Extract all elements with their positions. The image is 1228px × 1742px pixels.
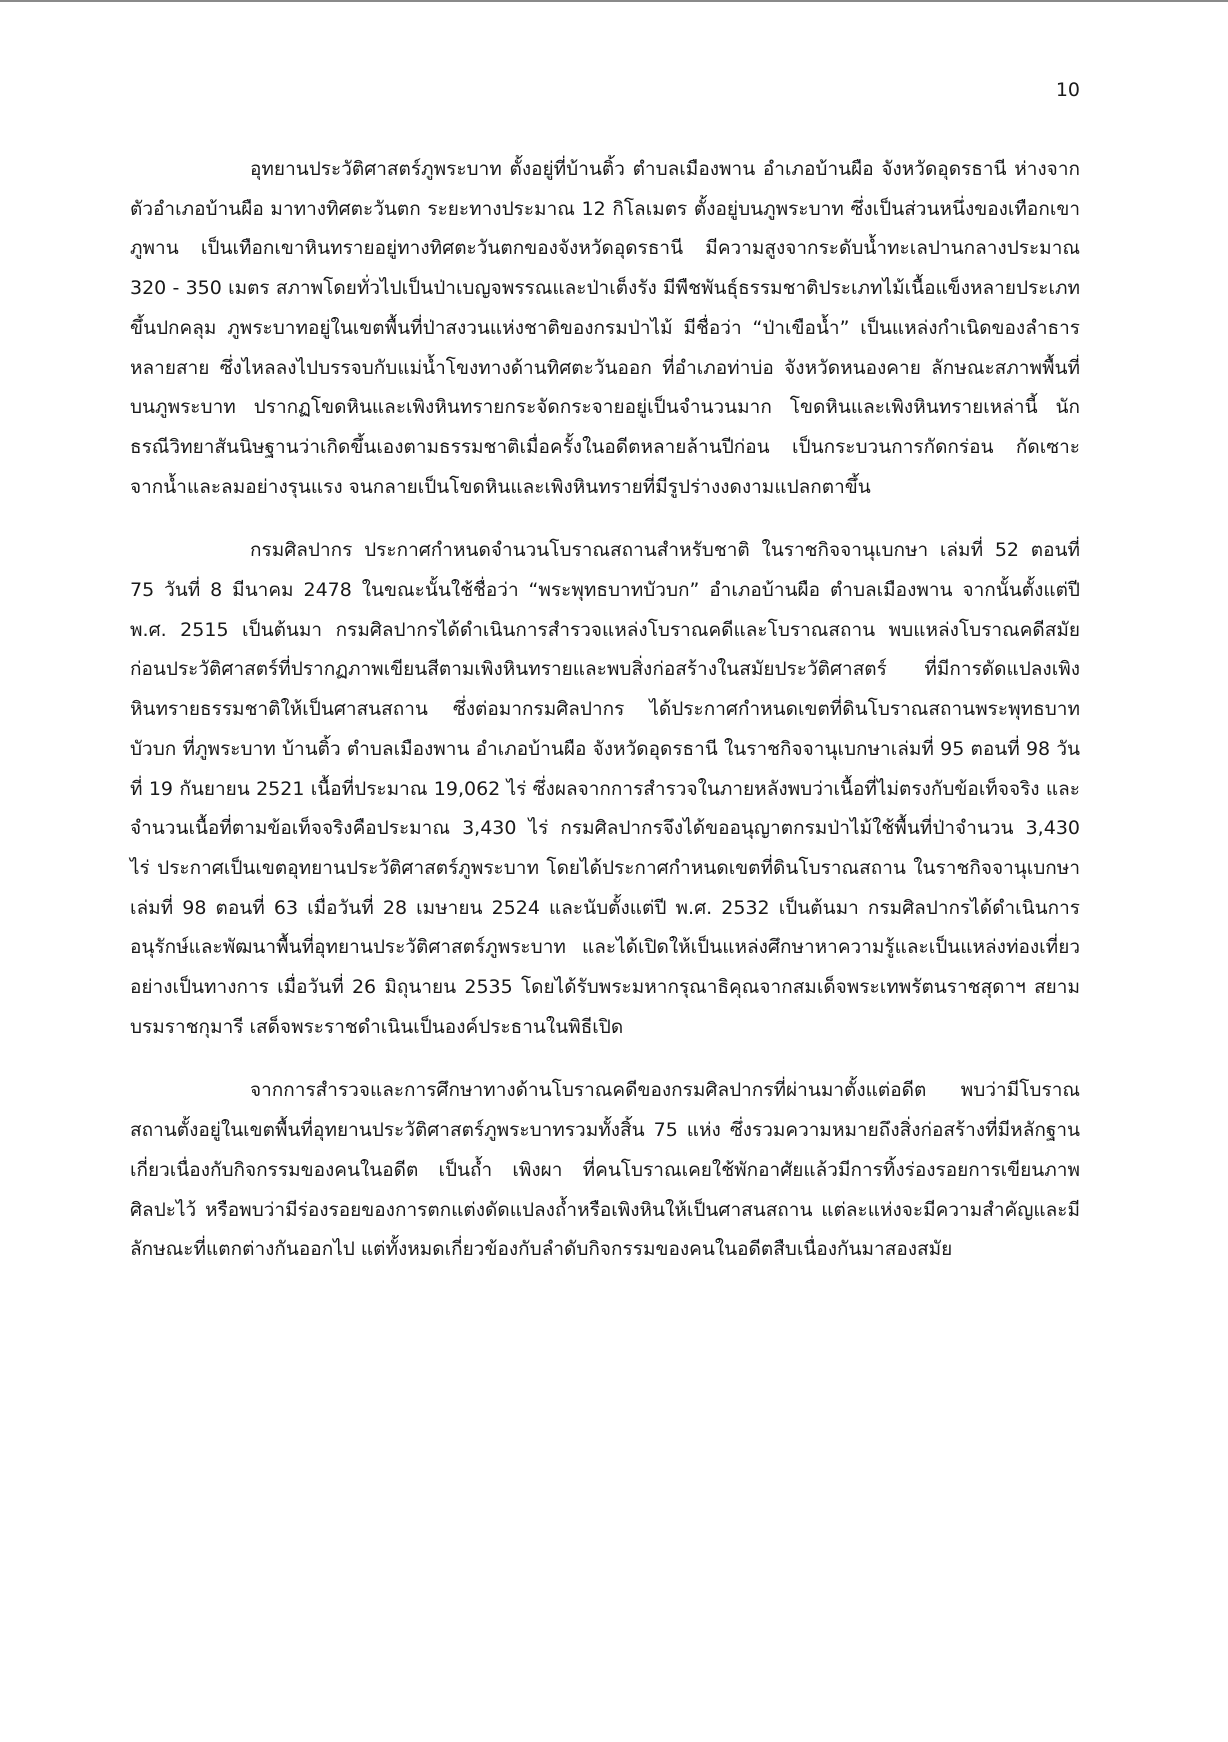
paragraph-archaeological-sites: จากการสำรวจและการศึกษาทางด้านโบราณคดีของกรมศิลปากรที่ผ่านมาตั้งแต่อดีต พบว่ามีโบราณสถานตั้งอยู่ในเขตพื้นที่อุทยานประวัติศาสตร์ภูพระบาทรวมทั้งสิ้น 75 แห่ง ซึ่งรวมความหมายถึงสิ่งก่อสร้างที่มีหลักฐานเกี่ยวเนื่องกับกิจกรรมของคนในอดีต เป็นถ้ำ เพิงผา ที่คนโบราณเคยใช้พักอาศัยแล้วมีการทิ้งร่องรอยการเขียนภาพศิลปะไว้ หรือพบว่ามีร่องรอยของการตกแต่งดัดแปลงถ้ำหรือเพิงหินให้เป็นศาสนสถาน แต่ละแห่งจะมีความสำคัญและมีลักษณะที่แตกต่างกันออกไป แต่ทั้งหมดเกี่ยวข้องกับลำดับกิจกรรมของคนในอดีตสืบเนื่องกันมาสองสมัย [130, 1079, 1080, 1261]
document-body [130, 150, 1080, 1294]
page-top-border [0, 0, 1228, 2]
page-number: 10 [1055, 79, 1080, 101]
paragraph-registration-history: กรมศิลปากร ประกาศกำหนดจำนวนโบราณสถานสำหรับชาติ ในราชกิจจานุเบกษา เล่มที่ 52 ตอนที่ 75 วันที่ 8 มีนาคม 2478 ในขณะนั้นใช้ชื่อว่า “พระพุทธบาทบัวบก” อำเภอบ้านผือ ตำบลเมืองพาน จากนั้นตั้งแต่ปี พ.ศ. 2515 เป็นต้นมา กรมศิลปากรได้ดำเนินการสำรวจแหล่งโบราณคดีและโบราณสถาน พบแหล่งโบราณคดีสมัยก่อนประวัติศาสตร์ที่ปรากฏภาพเขียนสีตามเพิงหินทรายและพบสิ่งก่อสร้างในสมัยประวัติศาสตร์ ที่มีการดัดแปลงเพิงหินทรายธรรมชาติให้เป็นศาสนสถาน ซึ่งต่อมากรมศิลปากร ได้ประกาศกำหนดเขตที่ดินโบราณสถานพระพุทธบาทบัวบก ที่ภูพระบาท บ้านติ้ว ตำบลเมืองพาน อำเภอบ้านผือ จังหวัดอุดรธานี ในราชกิจจานุเบกษาเล่มที่ 95 ตอนที่ 98 วันที่ 19 กันยายน 2521 เนื้อที่ประมาณ 19,062 ไร่ ซึ่งผลจากการสำรวจในภายหลังพบว่าเนื้อที่ไม่ตรงกับข้อเท็จจริง และจำนวนเนื้อที่ตามข้อเท็จจริงคือประมาณ 3,430 ไร่ กรมศิลปากรจึงได้ขออนุญาตกรมป่าไม้ใช้พื้นที่ป่าจำนวน 3,430 ไร่ ประกาศเป็นเขตอุทยานประวัติศาสตร์ภูพระบาท โดยได้ประกาศกำหนดเขตที่ดินโบราณสถาน ในราชกิจจานุเบกษาเล่มที่ 98 ตอนที่ 63 เมื่อวันที่ 28 เมษายน 2524 และนับตั้งแต่ปี พ.ศ. 2532 เป็นต้นมา กรมศิลปากรได้ดำเนินการอนุรักษ์และพัฒนาพื้นที่อุทยานประวัติศาสตร์ภูพระบาท และได้เปิดให้เป็นแหล่งศึกษาหาความรู้และเป็นแหล่งท่องเที่ยวอย่างเป็นทางการ เมื่อวันที่ 26 มิถุนายน 2535 โดยได้รับพระมหากรุณาธิคุณจากสมเด็จพระเทพรัตนราชสุดาฯ สยามบรมราชกุมารี เสด็จพระราชดำเนินเป็นองค์ประธานในพิธีเปิด [130, 539, 1080, 1038]
paragraph-park-location: อุทยานประวัติศาสตร์ภูพระบาท ตั้งอยู่ที่บ้านติ้ว ตำบลเมืองพาน อำเภอบ้านผือ จังหวัดอุดรธานี ห่างจากตัวอำเภอบ้านผือ มาทางทิศตะวันตก ระยะทางประมาณ 12 กิโลเมตร ตั้งอยู่บนภูพระบาท ซึ่งเป็นส่วนหนึ่งของเทือกเขาภูพาน เป็นเทือกเขาหินทรายอยู่ทางทิศตะวันตกของจังหวัดอุดรธานี มีความสูงจากระดับน้ำทะเลปานกลางประมาณ 320 - 350 เมตร สภาพโดยทั่วไปเป็นป่าเบญจพรรณและป่าเต็งรัง มีพืชพันธุ์ธรรมชาติประเภทไม้เนื้อแข็งหลายประเภทขึ้นปกคลุม ภูพระบาทอยู่ในเขตพื้นที่ป่าสงวนแห่งชาติของกรมป่าไม้ มีชื่อว่า “ป่าเขือน้ำ” เป็นแหล่งกำเนิดของลำธารหลายสาย ซึ่งไหลลงไปบรรจบกับแม่น้ำโขงทางด้านทิศตะวันออก ที่อำเภอท่าบ่อ จังหวัดหนองคาย ลักษณะสภาพพื้นที่บนภูพระบาท ปรากฏโขดหินและเพิงหินทรายกระจัดกระจายอยู่เป็นจำนวนมาก โขดหินและเพิงหินทรายเหล่านี้ นักธรณีวิทยาสันนิษฐานว่าเกิดขึ้นเองตามธรรมชาติเมื่อครั้งในอดีตหลายล้านปีก่อน เป็นกระบวนการกัดกร่อน กัดเซาะ จากน้ำและลมอย่างรุนแรง จนกลายเป็นโขดหินและเพิงหินทรายที่มีรูปร่างงดงามแปลกตาขึ้น [130, 158, 1080, 498]
